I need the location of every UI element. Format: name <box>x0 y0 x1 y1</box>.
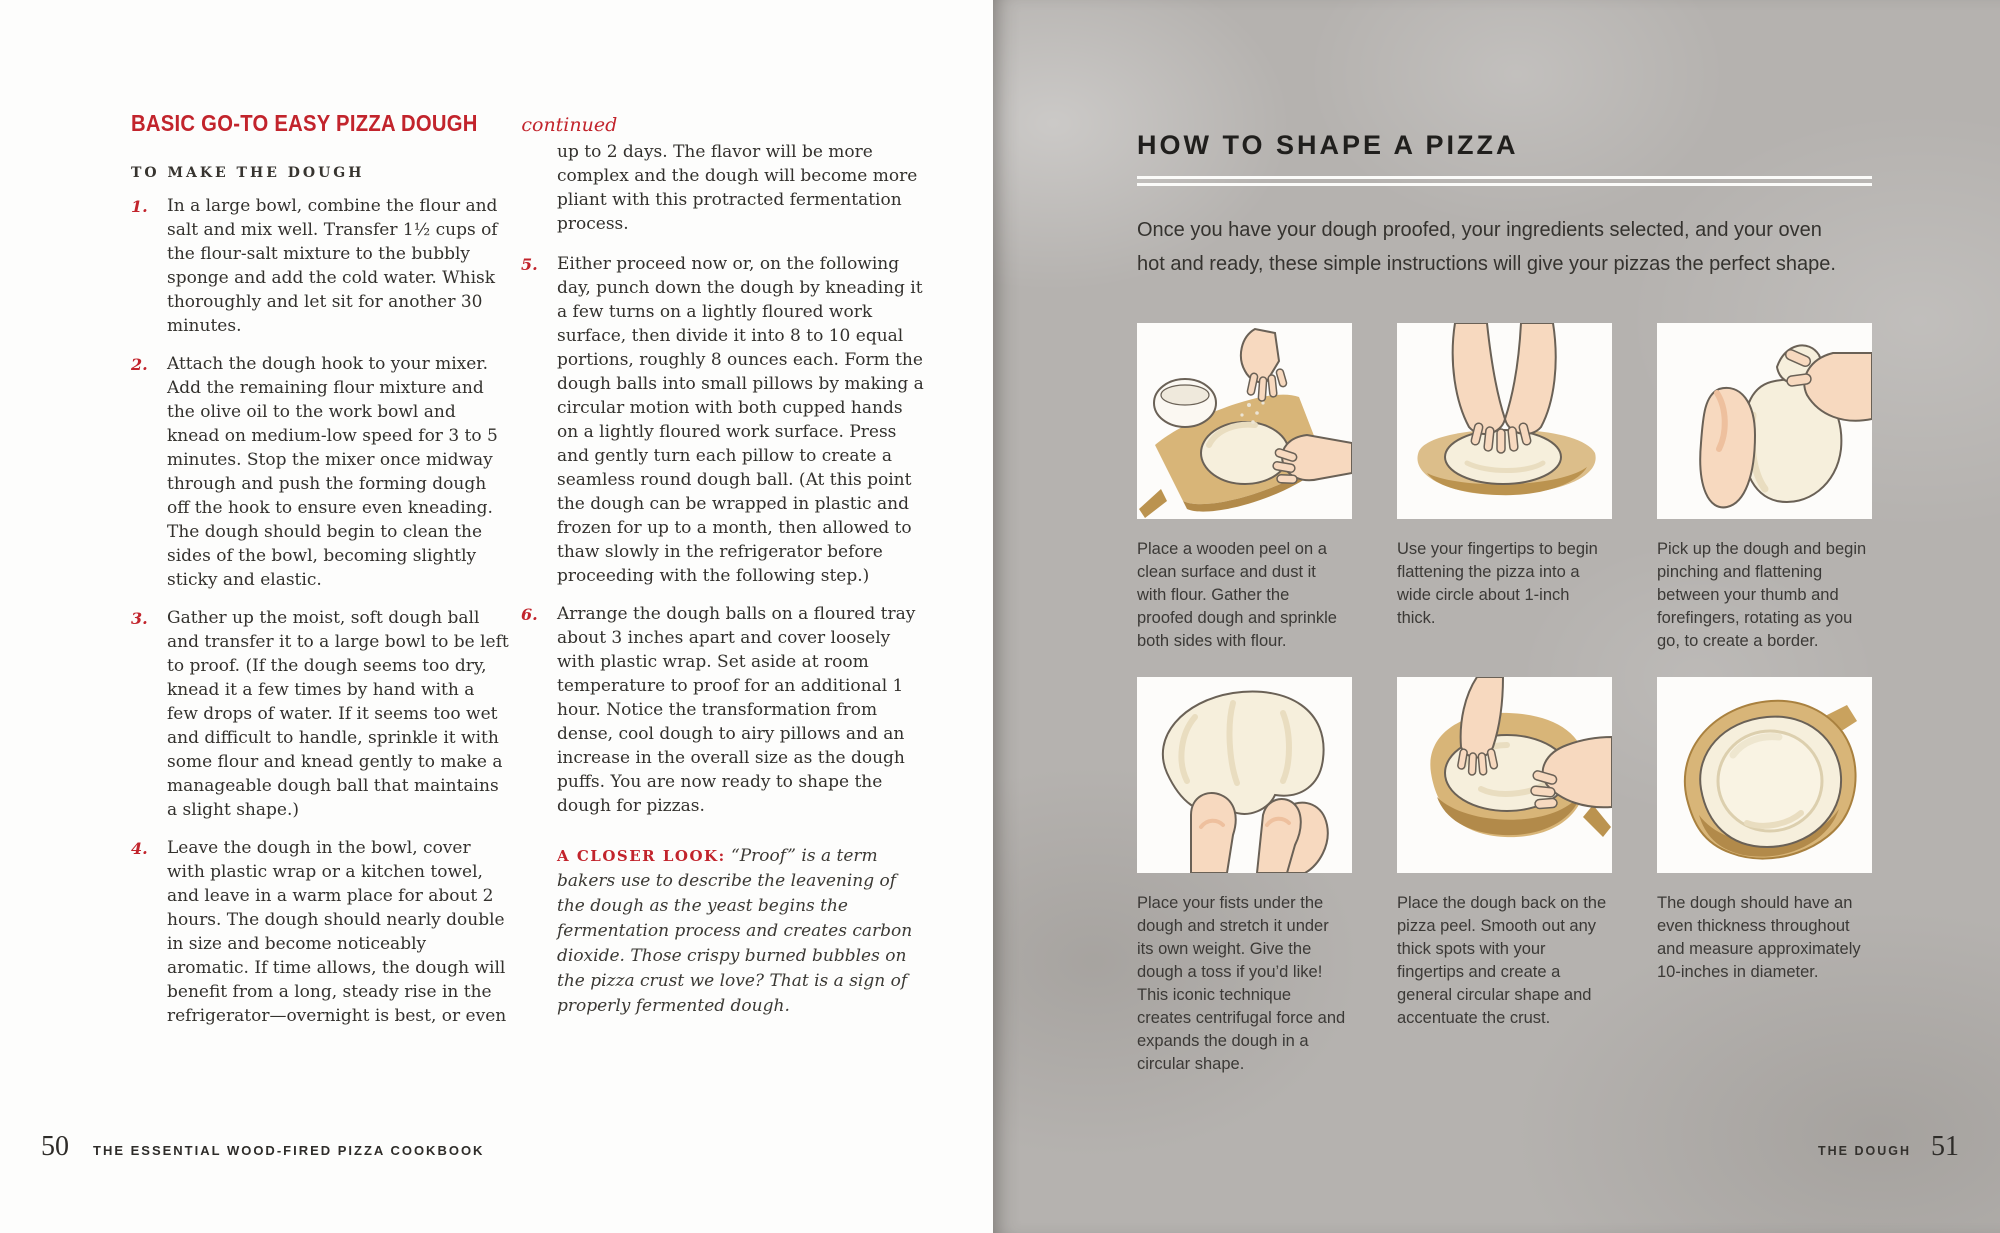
right-page <box>993 0 2000 1233</box>
recipe-step <box>131 352 509 592</box>
left-column <box>131 194 509 1042</box>
instruction-card <box>1657 323 1872 653</box>
instruction-card <box>1397 677 1612 1076</box>
step-text: In a large bowl, combine the flour and salt and mix well. Transfer 1½ cups of the flour-salt mixture to the bubbly sponge and add the cold water. Whisk thoroughly and let sit for another 30 minutes. <box>167 196 498 336</box>
book-title: THE ESSENTIAL WOOD-FIRED PIZZA COOKBOOK <box>93 1143 485 1158</box>
right-column <box>521 140 925 1019</box>
step-number: 3. <box>131 609 148 628</box>
double-rule-divider <box>1137 176 1872 186</box>
step-number: 2. <box>131 355 148 374</box>
step-text: Arrange the dough balls on a floured tray about 3 inches apart and cover loosely with plastic wrap. Set aside at room temperature to proof for an additional 1 hour. Notice the transformation from dense, cool dough to airy pillows and an increase in the overall size as the dough puffs. You are now ready to shape the dough for pizzas. <box>557 604 916 816</box>
closer-look-label: A CLOSER LOOK: <box>557 847 726 865</box>
instruction-card <box>1137 677 1352 1076</box>
left-page-footer <box>41 1131 484 1163</box>
intro-text: Once you have your dough proofed, your ingredients selected, and your oven hot and ready, these simple instructions will give your pizzas the perfect shape. <box>1137 219 1836 275</box>
step-text: Leave the dough in the bowl, cover with plastic wrap or a kitchen towel, and leave in a warm place for about 2 hours. The dough should nearly double in size and become noticeably aromatic. If time allows, the dough will benefit from a long, steady rise in the refrigerator—overnight is best, or even <box>167 838 507 1026</box>
page-number: 51 <box>1931 1131 1959 1162</box>
recipe-step <box>131 836 509 1028</box>
recipe-step <box>131 194 509 338</box>
step-number: 1. <box>131 197 148 216</box>
page-number: 50 <box>41 1131 69 1162</box>
recipe-step <box>131 606 509 822</box>
step-text: Gather up the moist, soft dough ball and transfer it to a large bowl to be left to proof. (If the dough seems too dry, knead it a few times by hand with a few drops of water. If it seems too wet and difficult to handle, sprinkle it with some flour and knead gently to make a manageable dough ball that maintains a slight shape.) <box>167 608 509 820</box>
step-continuation-text: up to 2 days. The flavor will be more complex and the dough will become more pliant with this protracted fermentation process. <box>557 142 918 234</box>
sprinkle-flour-illustration <box>1137 323 1352 519</box>
step-number: 6. <box>521 605 538 624</box>
recipe-title: BASIC GO-TO EASY PIZZA DOUGH <box>131 110 478 136</box>
step-number: 4. <box>131 839 148 858</box>
right-page-content <box>1137 0 1872 1100</box>
instruction-card <box>1397 323 1612 653</box>
instruction-caption: Place your fists under the dough and stretch it under its own weight. Give the dough a toss if you’d like! This iconic technique creates centrifugal force and expands the dough in a circular shape. <box>1137 894 1346 1073</box>
page-title: HOW TO SHAPE A PIZZA <box>1137 130 1519 160</box>
instruction-caption: Place the dough back on the pizza peel. Smooth out any thick spots with your fingertips and create a general circular shape and accentuate the crust. <box>1397 894 1607 1027</box>
section-subhead: TO MAKE THE DOUGH <box>131 165 365 181</box>
pinch-border-illustration <box>1657 323 1872 519</box>
fingertip-flatten-illustration <box>1397 323 1612 519</box>
instruction-caption: Use your fingertips to begin flattening the pizza into a wide circle about 1-inch thick. <box>1397 540 1598 627</box>
step-text: Attach the dough hook to your mixer. Add the remaining flour mixture and the olive oil to the work bowl and knead on medium-low speed for 3 to 5 minutes. Stop the mixer once midway through and push the forming dough off the hook to ensure even kneading. The dough should begin to clean the sides of the bowl, becoming slightly sticky and elastic. <box>167 354 498 590</box>
smooth-on-peel-illustration <box>1397 677 1612 873</box>
instruction-card <box>1137 323 1352 653</box>
instruction-caption: The dough should have an even thickness throughout and measure approximately 10-inches in diameter. <box>1657 894 1861 981</box>
closer-look-note <box>557 844 925 1019</box>
fist-stretch-illustration <box>1137 677 1352 873</box>
section-name: THE DOUGH <box>1818 1144 1911 1158</box>
right-page-footer <box>1818 1131 1959 1163</box>
step-number: 5. <box>521 255 538 274</box>
instruction-caption: Pick up the dough and begin pinching and flattening between your thumb and forefingers, rotating as you go, to create a border. <box>1657 540 1867 650</box>
recipe-title-continued: continued <box>521 114 618 136</box>
finished-round-illustration <box>1657 677 1872 873</box>
instruction-caption: Place a wooden peel on a clean surface and dust it with flour. Gather the proofed dough and sprinkle both sides with flour. <box>1137 540 1337 650</box>
recipe-step <box>521 602 925 818</box>
closer-look-text: “Proof” is a term bakers use to describe the leavening of the dough as the yeast begins the fermentation process and creates carbon dioxide. Those crispy burned bubbles on the pizza crust we love? That is a sign of properly fermented dough. <box>557 846 913 1016</box>
recipe-header <box>131 110 617 137</box>
left-page <box>0 0 993 1233</box>
instruction-card <box>1657 677 1872 1076</box>
instruction-grid <box>1137 323 1872 1100</box>
step-text: Either proceed now or, on the following day, punch down the dough by kneading it a few turns on a lightly floured work surface, then divide it into 8 to 10 equal portions, roughly 8 ounces each. Form the dough balls into small pillows by making a circular motion with both cupped hands on a lightly floured work surface. Press and gently turn each pillow to create a seamless round dough ball. (At this point the dough can be wrapped in plastic and frozen for up to a month, then allowed to thaw slowly in the refrigerator before proceeding with the following step.) <box>557 254 924 586</box>
recipe-step <box>521 252 925 588</box>
